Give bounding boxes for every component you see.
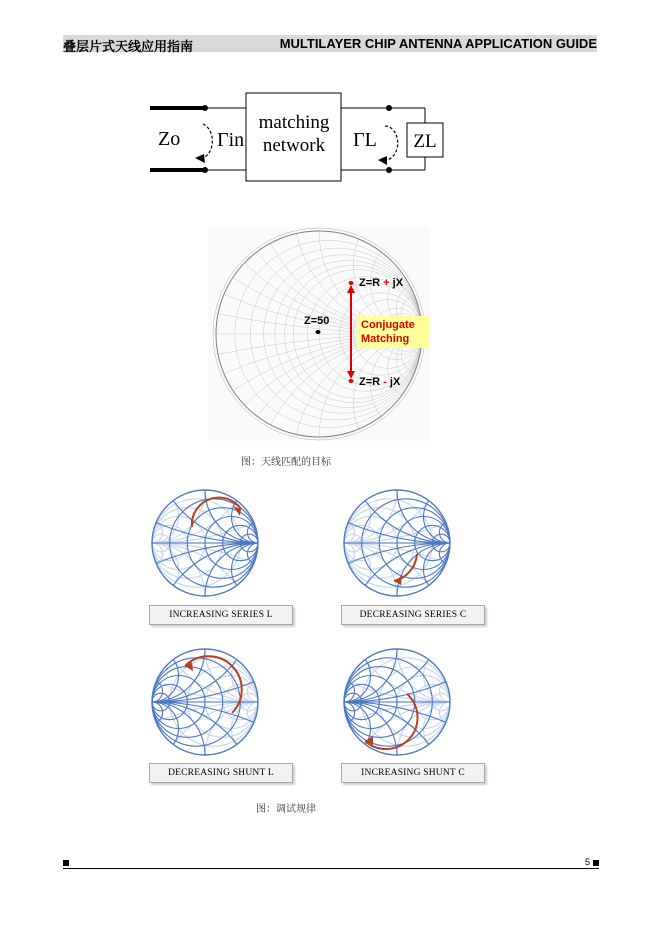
label-z-plus-jx: Z=R + jX <box>359 277 404 289</box>
header-title-chinese: 叠层片式天线应用指南 <box>63 40 194 55</box>
annotation-line1: Conjugate <box>361 319 415 331</box>
footer-square-marker <box>593 860 599 866</box>
reflection-arrow-in <box>203 124 212 158</box>
footer-rule <box>63 868 599 869</box>
smith-chart-mini <box>337 645 577 760</box>
panel-label: DECREASING SHUNT L <box>149 763 293 783</box>
tuning-panel-decreasing-series-c <box>337 486 577 636</box>
figure-caption-target: 图：天线匹配的目标 <box>241 457 331 468</box>
gamma-in-label: Γin <box>217 129 245 151</box>
panel-label: INCREASING SERIES L <box>149 605 293 625</box>
header-title-english: MULTILAYER CHIP ANTENNA APPLICATION GUIDE <box>279 36 597 51</box>
impedance-point-top <box>349 281 354 285</box>
label-z-50: Z=50 <box>304 315 330 327</box>
page-number: 5 <box>585 857 591 867</box>
terminal-dot <box>386 105 392 111</box>
terminal-dot <box>386 167 392 173</box>
arrowhead <box>378 156 387 165</box>
load-label: ZL <box>413 131 437 152</box>
source-impedance-label: Zo <box>158 128 181 150</box>
reflection-arrow-load <box>385 126 398 160</box>
smith-chart-conjugate-matching <box>208 227 430 441</box>
panel-label: DECREASING SERIES C <box>341 605 485 625</box>
figure-caption-tuning: 图：调试规律 <box>256 804 316 815</box>
gamma-l-label: ΓL <box>353 129 377 151</box>
page-header <box>63 35 597 55</box>
footer-square-marker <box>63 860 69 866</box>
box-label-line1: matching <box>258 112 330 133</box>
arrowhead <box>195 154 205 163</box>
tuning-panel-increasing-shunt-c <box>337 645 577 795</box>
center-point <box>316 330 321 334</box>
impedance-point-bottom <box>349 379 354 383</box>
label-z-minus-jx: Z=R - jX <box>359 376 401 388</box>
smith-chart-mini <box>337 486 577 601</box>
annotation-line2: Matching <box>361 333 410 345</box>
panel-label: INCREASING SHUNT C <box>341 763 485 783</box>
matching-network-schematic <box>128 84 464 190</box>
box-label-line2: network <box>262 135 326 156</box>
